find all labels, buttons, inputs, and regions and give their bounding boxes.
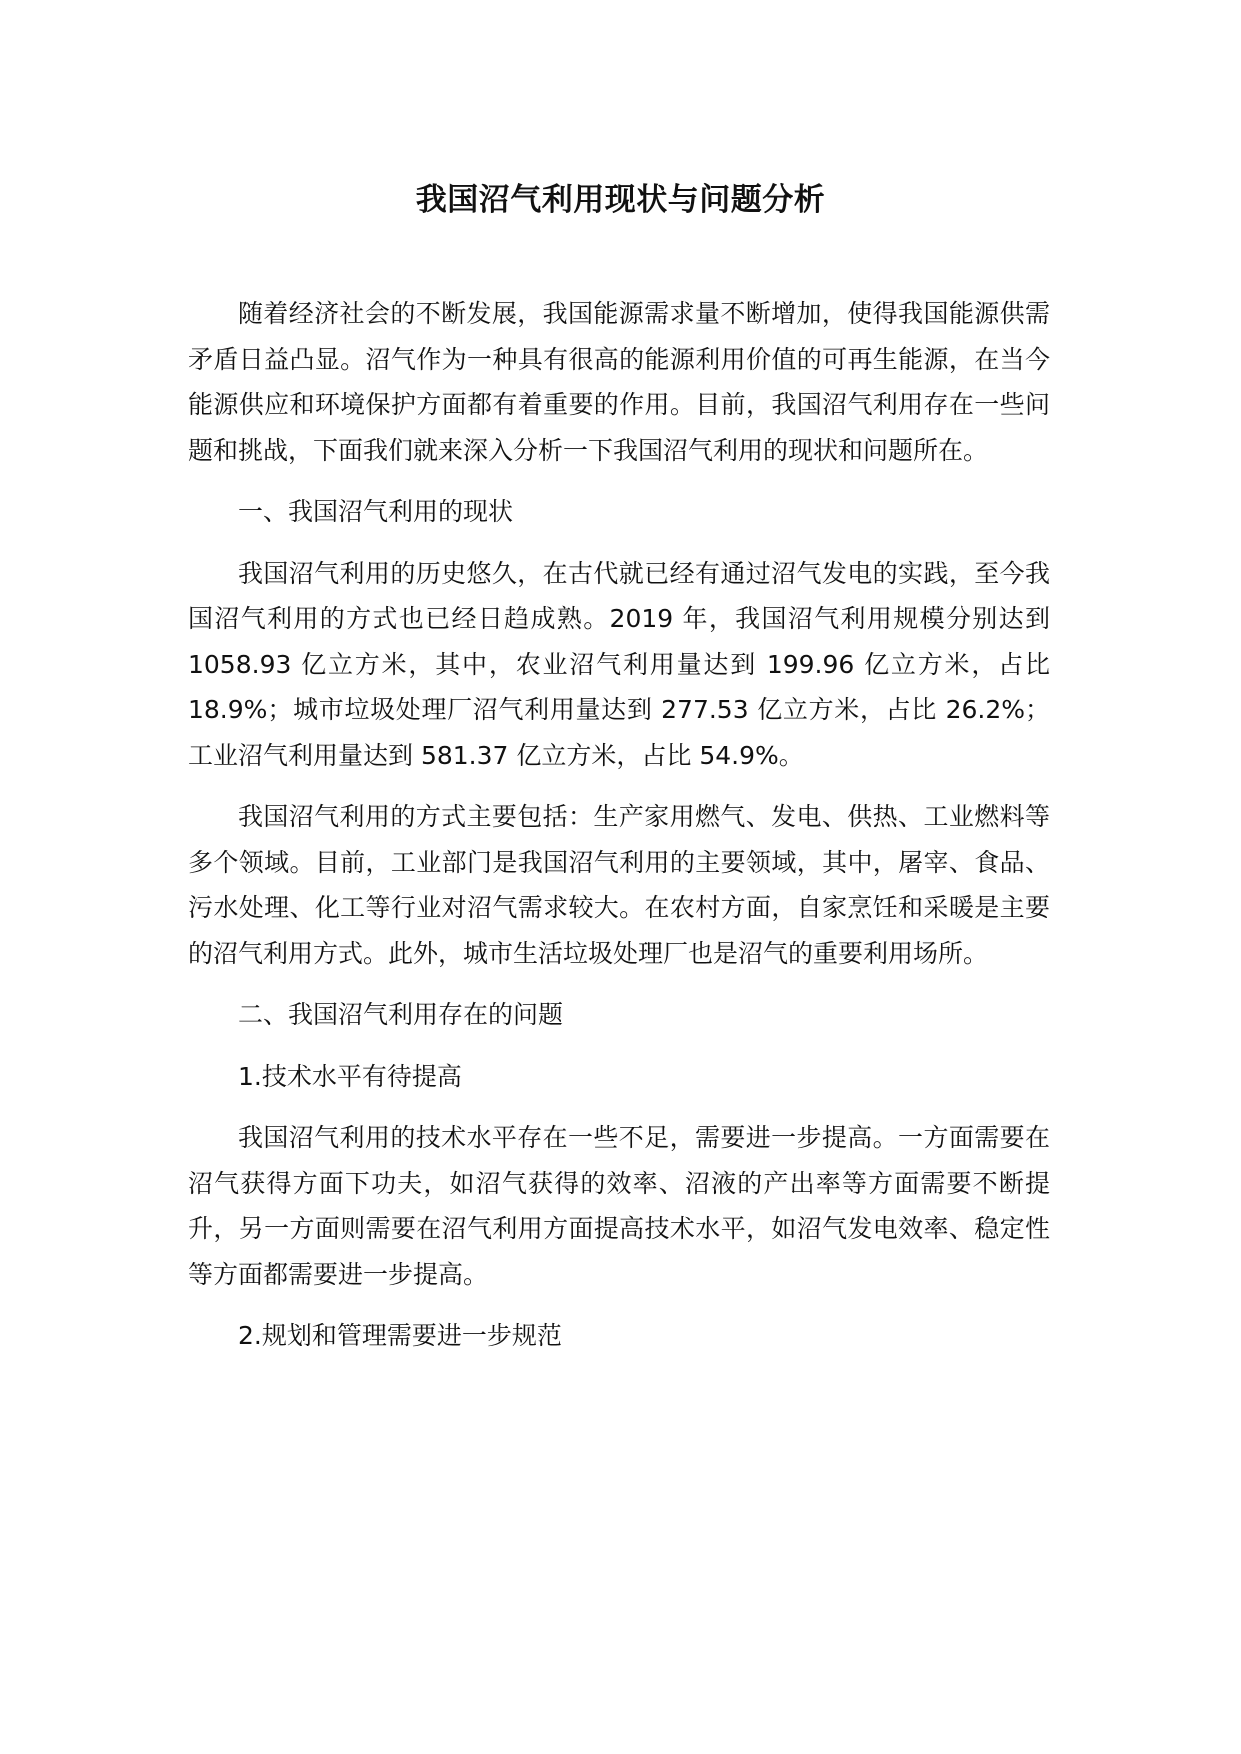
document-title: 我国沼气利用现状与问题分析 (415, 182, 826, 218)
technology-paragraph: 我国沼气利用的技术水平存在一些不足，需要进一步提高。一方面需要在沼气获得方面下功夫，如沼气获得的效率、沼液的产出率等方面需要不断提升，另一方面则需要在沼气利用方面提高技术水平，如沼气发电效率、稳定性等方面都需要进一步提高。 (188, 1123, 1050, 1289)
section-heading-problems: 二、我国沼气利用存在的问题 (238, 1000, 564, 1029)
subheading-technology: 1.技术水平有待提高 (238, 1061, 462, 1091)
status-methods-paragraph: 我国沼气利用的方式主要包括：生产家用燃气、发电、供热、工业燃料等多个领域。目前，工业部门是我国沼气利用的主要领域，其中，屠宰、食品、污水处理、化工等行业对沼气需求较大。在农村方面，自家烹饪和采暖是主要的沼气利用方式。此外，城市生活垃圾处理厂也是沼气的重要利用场所。 (188, 802, 1050, 968)
status-history-paragraph: 我国沼气利用的历史悠久，在古代就已经有通过沼气发电的实践，至今我国沼气利用的方式也已经日趋成熟。2019 年，我国沼气利用规模分别达到 1058.93 亿立方米，其中，农业沼气利用量达到 199.96 亿立方米，占比 18.9%；城市垃圾处理厂沼气利用量达到 277.53 亿立方米，占比 26.2%；工业沼气利用量达到 581.37 亿立方米，占比 54.9%。 (188, 558, 1050, 770)
document-body (188, 291, 1050, 1359)
intro-paragraph: 随着经济社会的不断发展，我国能源需求量不断增加，使得我国能源供需矛盾日益凸显。沼气作为一种具有很高的能源利用价值的可再生能源，在当今能源供应和环境保护方面都有着重要的作用。目前，我国沼气利用存在一些问题和挑战，下面我们就来深入分析一下我国沼气利用的现状和问题所在。 (188, 299, 1050, 465)
section-heading-status: 一、我国沼气利用的现状 (238, 497, 514, 526)
subheading-planning: 2.规划和管理需要进一步规范 (238, 1321, 562, 1350)
